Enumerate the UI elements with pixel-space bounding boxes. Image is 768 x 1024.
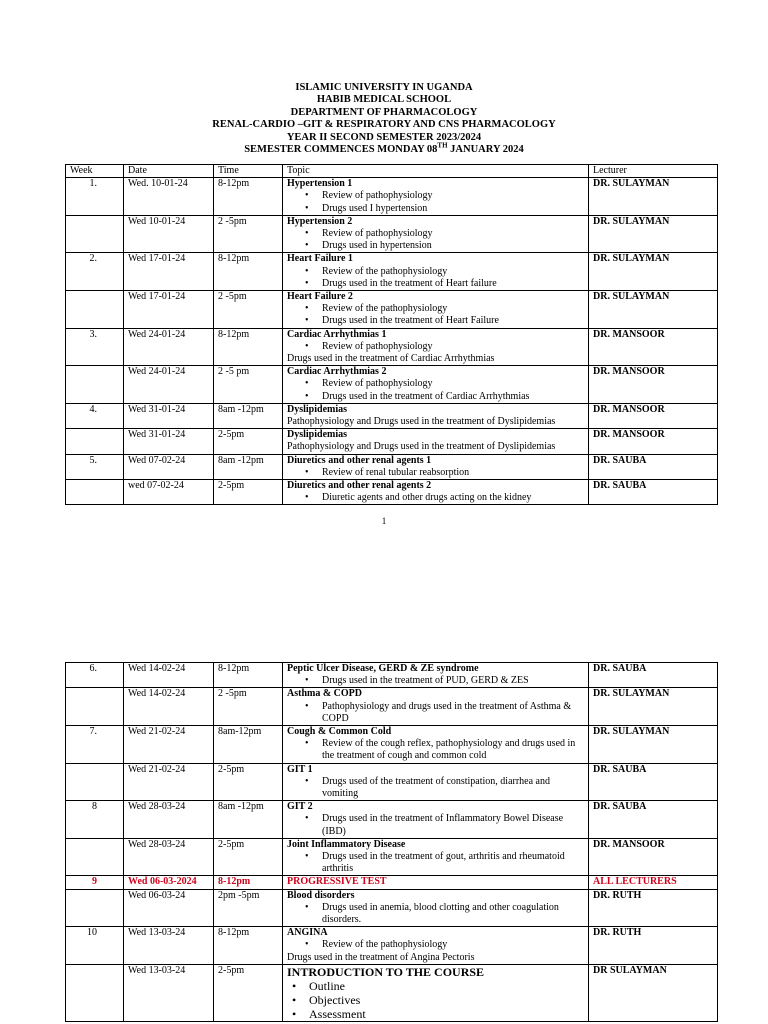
topic-bullet: • Review of pathophysiology [322, 378, 584, 390]
time-cell: 8am -12pm [214, 403, 283, 428]
table-row [66, 763, 718, 801]
course-name: RENAL-CARDIO –GIT & RESPIRATORY AND CNS PHARMACOLOGY [212, 119, 556, 131]
commencement-info [0, 141, 768, 156]
topic-bullets [287, 303, 584, 327]
time-cell: 8-12pm [214, 927, 283, 965]
time-cell: 2-5pm [214, 964, 283, 1021]
topic-header: Topic [283, 165, 589, 178]
schedule-table-page-2 [65, 662, 718, 1022]
topic-bullet: • Drugs used in the treatment of Inflammatory Bowel Disease (IBD) [322, 813, 584, 837]
topic-bullet: • Review of pathophysiology [322, 228, 584, 240]
university-name: ISLAMIC UNIVERSITY IN UGANDA [295, 82, 473, 93]
time-cell: 2 -5pm [214, 291, 283, 329]
topic-cell [283, 328, 589, 366]
topic-cell [283, 215, 589, 253]
week-header: Week [66, 165, 124, 178]
topic-bullet: • Pathophysiology and drugs used in the treatment of Asthma & COPD [322, 701, 584, 725]
topic-bullets [287, 190, 584, 214]
time-cell: 8-12pm [214, 663, 283, 688]
table-row [66, 328, 718, 366]
date-cell: Wed. 10-01-24 [124, 178, 214, 216]
week-cell: 5. [66, 454, 124, 479]
topic-title: Cardiac Arrhythmias 2 [287, 366, 387, 378]
date-cell: Wed 28-03-24 [124, 838, 214, 876]
table-row [66, 927, 718, 965]
date-cell: Wed 06-03-2024 [124, 876, 214, 889]
lecturer-cell: DR. SULAYMAN [589, 291, 718, 329]
topic-cell [283, 454, 589, 479]
topic-bullets [287, 492, 584, 504]
topic-cell [283, 889, 589, 927]
topic-bullet: • Diuretic agents and other drugs acting on the kidney [322, 492, 584, 504]
topic-bullet: • Review of pathophysiology [322, 190, 584, 202]
page-number: 1 [381, 516, 387, 526]
lecturer-cell: DR. MANSOOR [589, 403, 718, 428]
topic-bullet: • Review of the pathophysiology [322, 939, 584, 951]
topic-bullet: • Drugs used in the treatment of gout, arthritis and rheumatoid arthritis [322, 851, 584, 875]
week-cell: 4. [66, 403, 124, 428]
time-cell: 8-12pm [214, 253, 283, 291]
lecturer-cell: DR. SULAYMAN [589, 215, 718, 253]
lecturer-cell: DR. SULAYMAN [589, 688, 718, 726]
topic-cell [283, 726, 589, 764]
topic-bullet: • Drugs used in the treatment of Heart Failure [322, 315, 584, 327]
topic-bullet: • Outline [309, 979, 584, 993]
topic-title: Joint Inflammatory Disease [287, 838, 406, 850]
ordinal-suffix: TH [437, 141, 448, 150]
date-cell: Wed 13-03-24 [124, 927, 214, 965]
time-cell: 2-5pm [214, 480, 283, 505]
table-row [66, 403, 718, 428]
week-cell [66, 291, 124, 329]
topic-bullets [287, 378, 584, 402]
topic-title: INTRODUCTION TO THE COURSE [287, 964, 485, 979]
table-row [66, 429, 718, 454]
week-cell: 7. [66, 726, 124, 764]
lecturer-cell: DR. MANSOOR [589, 366, 718, 404]
date-cell: Wed 14-02-24 [124, 663, 214, 688]
date-cell: Wed 17-01-24 [124, 291, 214, 329]
week-cell [66, 215, 124, 253]
topic-cell [283, 838, 589, 876]
topic-cell [283, 663, 589, 688]
date-cell: Wed 21-02-24 [124, 763, 214, 801]
table-row [66, 454, 718, 479]
topic-bullets [287, 341, 584, 353]
topic-title: PROGRESSIVE TEST [287, 876, 387, 888]
week-cell [66, 366, 124, 404]
topic-bullet: • Drugs used in the treatment of PUD, GERD & ZES [322, 675, 584, 687]
topic-bullet: • Review of the pathophysiology [322, 266, 584, 278]
time-header: Time [214, 165, 283, 178]
date-cell: Wed 24-01-24 [124, 366, 214, 404]
topic-bullet: • Review of renal tubular reabsorption [322, 467, 584, 479]
time-cell: 2-5pm [214, 429, 283, 454]
time-cell: 8-12pm [214, 178, 283, 216]
topic-bullet: • Drugs used I hypertension [322, 203, 584, 215]
week-cell: 9 [66, 876, 124, 889]
date-cell: Wed 13-03-24 [124, 964, 214, 1021]
topic-cell [283, 763, 589, 801]
time-cell: 8-12pm [214, 328, 283, 366]
table-row [66, 178, 718, 216]
topic-bullet: • Drugs used in the treatment of Cardiac Arrhythmias [322, 391, 584, 403]
topic-title: GIT 1 [287, 763, 313, 775]
topic-cell [283, 403, 589, 428]
week-cell [66, 838, 124, 876]
topic-bullets [287, 228, 584, 252]
table-row [66, 291, 718, 329]
week-cell [66, 763, 124, 801]
lecturer-cell: DR. SULAYMAN [589, 726, 718, 764]
department-name: DEPARTMENT OF PHARMACOLOGY [290, 106, 478, 118]
lecturer-cell: DR. SULAYMAN [589, 178, 718, 216]
lecturer-cell: DR. RUTH [589, 927, 718, 965]
topic-cell [283, 480, 589, 505]
week-cell: 3. [66, 328, 124, 366]
time-cell: 2 -5 pm [214, 366, 283, 404]
table-row [66, 801, 718, 839]
date-cell: wed 07-02-24 [124, 480, 214, 505]
table-row [66, 663, 718, 688]
table-row [66, 253, 718, 291]
topic-title: Asthma & COPD [287, 688, 362, 700]
lecturer-cell: DR. SAUBA [589, 801, 718, 839]
topic-description: Pathophysiology and Drugs used in the treatment of Dyslipidemias [287, 441, 556, 453]
table-row [66, 726, 718, 764]
topic-bullets [287, 675, 584, 687]
topic-title: ANGINA [287, 927, 328, 939]
topic-bullet: • Drugs used in anemia, blood clotting and other coagulation disorders. [322, 902, 584, 926]
topic-bullets [287, 701, 584, 725]
table-row [66, 889, 718, 927]
table-row [66, 480, 718, 505]
time-cell: 2pm -5pm [214, 889, 283, 927]
topic-bullets [287, 813, 584, 837]
school-name: HABIB MEDICAL SCHOOL [316, 94, 452, 106]
time-cell: 8am-12pm [214, 726, 283, 764]
topic-cell [283, 876, 589, 889]
document-header [0, 82, 768, 156]
date-cell: Wed 28-03-24 [124, 801, 214, 839]
week-cell: 6. [66, 663, 124, 688]
table-header-row [66, 165, 718, 178]
lecturer-cell: DR. SAUBA [589, 663, 718, 688]
time-cell: 8am -12pm [214, 454, 283, 479]
topic-title: Diuretics and other renal agents 1 [287, 454, 432, 466]
date-cell: Wed 17-01-24 [124, 253, 214, 291]
commencement-month: JANUARY 2024 [447, 144, 524, 156]
topic-title: Peptic Ulcer Disease, GERD & ZE syndrome [287, 663, 479, 674]
time-cell: 2 -5pm [214, 688, 283, 726]
week-cell [66, 889, 124, 927]
lecturer-cell: ALL LECTURERS [589, 876, 718, 889]
date-cell: Wed 07-02-24 [124, 454, 214, 479]
date-cell: Wed 21-02-24 [124, 726, 214, 764]
date-header: Date [124, 165, 214, 178]
schedule-table-page-1 [65, 164, 718, 505]
topic-bullet: • Review of the pathophysiology [322, 303, 584, 315]
topic-title: Cough & Common Cold [287, 726, 392, 738]
topic-bullet: • Review of the cough reflex, pathophysiology and drugs used in the treatment of cough and common cold [322, 738, 584, 762]
topic-description: Pathophysiology and Drugs used in the treatment of Dyslipidemias [287, 416, 556, 428]
lecturer-cell: DR. MANSOOR [589, 838, 718, 876]
lecturer-cell: DR. MANSOOR [589, 328, 718, 366]
topic-bullet: • Assessment [309, 1007, 584, 1021]
topic-title: Blood disorders [287, 889, 355, 901]
week-cell: 10 [66, 927, 124, 965]
topic-title: Cardiac Arrhythmias 1 [287, 328, 387, 340]
topic-title: Hypertension 2 [287, 215, 353, 227]
topic-bullets [287, 266, 584, 290]
lecturer-header: Lecturer [589, 165, 718, 178]
week-cell [66, 688, 124, 726]
topic-bullets [287, 467, 584, 479]
date-cell: Wed 10-01-24 [124, 215, 214, 253]
date-cell: Wed 31-01-24 [124, 403, 214, 428]
week-cell [66, 480, 124, 505]
topic-title: Hypertension 1 [287, 178, 353, 190]
topic-title: Diuretics and other renal agents 2 [287, 480, 432, 492]
topic-cell [283, 291, 589, 329]
table-row [66, 688, 718, 726]
lecturer-cell: DR. SAUBA [589, 480, 718, 505]
topic-cell [283, 688, 589, 726]
topic-description: Drugs used in the treatment of Angina Pectoris [287, 951, 475, 963]
time-cell: 8am -12pm [214, 801, 283, 839]
commencement-text: SEMESTER COMMENCES MONDAY 08 [244, 144, 438, 156]
date-cell: Wed 06-03-24 [124, 889, 214, 927]
topic-title: Dyslipidemias [287, 403, 348, 415]
lecturer-cell: DR. SAUBA [589, 454, 718, 479]
week-cell: 8 [66, 801, 124, 839]
topic-title: Heart Failure 2 [287, 291, 353, 303]
week-cell: 1. [66, 178, 124, 216]
week-cell [66, 964, 124, 1021]
time-cell: 2-5pm [214, 763, 283, 801]
date-cell: Wed 14-02-24 [124, 688, 214, 726]
topic-cell [283, 178, 589, 216]
topic-bullets [287, 738, 584, 762]
table-row [66, 876, 718, 889]
table-row [66, 215, 718, 253]
topic-bullets [287, 939, 584, 951]
topic-title: Dyslipidemias [287, 429, 348, 441]
semester-info: YEAR II SECOND SEMESTER 2023/2024 [286, 131, 482, 143]
lecturer-cell: DR. SAUBA [589, 763, 718, 801]
topic-cell [283, 927, 589, 965]
topic-cell [283, 366, 589, 404]
topic-cell [283, 429, 589, 454]
topic-bullet: • Drugs used in the treatment of Heart failure [322, 278, 584, 290]
time-cell: 2-5pm [214, 838, 283, 876]
time-cell: 2 -5pm [214, 215, 283, 253]
topic-description: Drugs used in the treatment of Cardiac Arrhythmias [287, 353, 495, 365]
topic-bullet: • Review of pathophysiology [322, 341, 584, 353]
topic-bullet: • Drugs used in hypertension [322, 240, 584, 252]
topic-bullet: • Objectives [309, 993, 584, 1007]
table-row [66, 366, 718, 404]
lecturer-cell: DR. MANSOOR [589, 429, 718, 454]
time-cell: 8-12pm [214, 876, 283, 889]
topic-title: Heart Failure 1 [287, 253, 353, 265]
week-cell: 2. [66, 253, 124, 291]
week-cell [66, 429, 124, 454]
topic-cell [283, 801, 589, 839]
topic-title: GIT 2 [287, 801, 313, 813]
topic-bullets [287, 979, 584, 1021]
topic-bullets [287, 776, 584, 800]
topic-bullets [287, 902, 584, 926]
lecturer-cell: DR. RUTH [589, 889, 718, 927]
lecturer-cell: DR SULAYMAN [589, 964, 718, 1021]
table-row [66, 964, 718, 1021]
topic-cell [283, 253, 589, 291]
topic-cell [283, 964, 589, 1021]
table-row [66, 838, 718, 876]
date-cell: Wed 31-01-24 [124, 429, 214, 454]
lecturer-cell: DR. SULAYMAN [589, 253, 718, 291]
topic-bullet: • Drugs used of the treatment of constipation, diarrhea and vomiting [322, 776, 584, 800]
date-cell: Wed 24-01-24 [124, 328, 214, 366]
topic-bullets [287, 851, 584, 875]
